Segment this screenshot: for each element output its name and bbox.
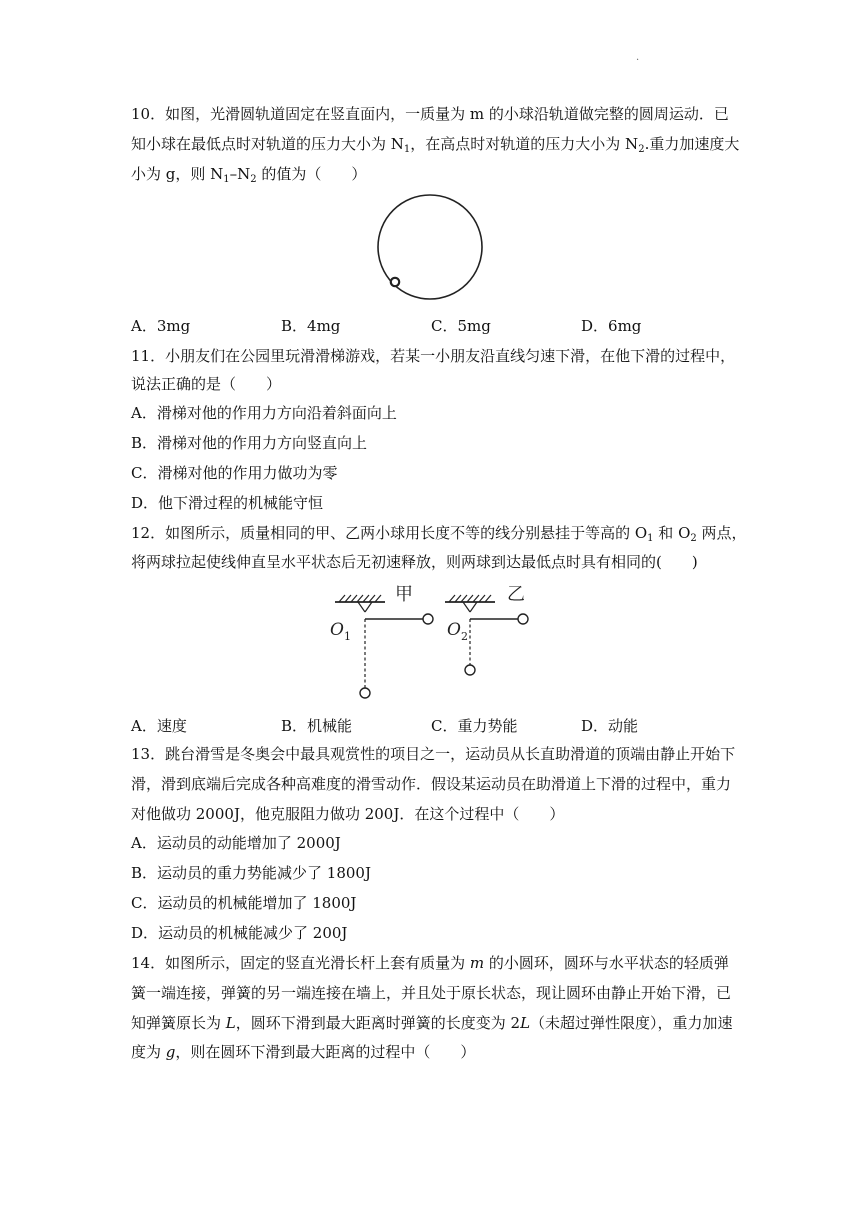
header-mark: . bbox=[636, 52, 640, 63]
q14-line-1-b: 的小圆环，圆环与水平状态的轻质弹 bbox=[484, 954, 729, 972]
q13-line-3: 对他做功 2000J，他克服阻力做功 200J．在这个过程中（ ） bbox=[131, 805, 565, 823]
q10-line-3-c: 的值为（ ） bbox=[256, 165, 367, 183]
q14-line-3-c: （未超过弹性限度），重力加速 bbox=[530, 1014, 733, 1032]
q10-line-2-c: .重力加速度大 bbox=[644, 135, 740, 153]
q11-option-a: A．滑梯对他的作用力方向沿着斜面向上 bbox=[131, 404, 397, 422]
q10-option-d: D．6mg bbox=[581, 317, 642, 335]
q14-line-4-b: ，则在圆环下滑到最大距离的过程中（ ） bbox=[175, 1043, 476, 1061]
q14-var-l-2: L bbox=[520, 1014, 531, 1032]
q13-option-b: B．运动员的重力势能减少了 1800J bbox=[131, 864, 371, 882]
q10-line-2-b: ，在高点时对轨道的压力大小为 N bbox=[410, 135, 639, 153]
q10-line-2-a: 知小球在最低点时对轨道的压力大小为 N bbox=[131, 135, 404, 153]
pendulum-figure bbox=[325, 580, 540, 705]
q10-line-3-b: –N bbox=[229, 165, 251, 183]
q14-line-3 bbox=[131, 1013, 733, 1033]
ball-jia-horizontal bbox=[423, 614, 433, 624]
q14-line-1-a: 14．如图所示，固定的竖直光滑长杆上套有质量为 bbox=[131, 954, 470, 972]
q14-line-2: 簧一端连接，弹簧的另一端连接在墙上，并且处于原长状态，现让圆环由静止开始下滑，已 bbox=[131, 984, 732, 1002]
q11-option-d: D．他下滑过程的机械能守恒 bbox=[131, 494, 324, 512]
q14-line-4-a: 度为 bbox=[131, 1043, 166, 1061]
q11-option-c: C．滑梯对他的作用力做功为零 bbox=[131, 464, 338, 482]
q14-line-3-b: ，圆环下滑到最大距离时弹簧的长度变为 2 bbox=[235, 1014, 521, 1032]
q12-line-2: 将两球拉起使线伸直呈水平状态后无初速释放，则两球到达最低点时具有相同的( ) bbox=[131, 553, 698, 571]
q14-var-l: L bbox=[225, 1014, 236, 1032]
q12-line-1-b: 和 O bbox=[653, 524, 691, 542]
q10-line-3-a: 小为 g，则 N bbox=[131, 165, 224, 183]
q13-option-c: C．运动员的机械能增加了 1800J bbox=[131, 894, 357, 912]
q11-option-b: B．滑梯对他的作用力方向竖直向上 bbox=[131, 434, 368, 452]
q10-line-3 bbox=[131, 164, 366, 184]
q14-line-3-a: 知弹簧原长为 bbox=[131, 1014, 226, 1032]
left-ceiling-support bbox=[335, 595, 385, 612]
label-o2 bbox=[447, 620, 468, 643]
label-jia: 甲 bbox=[395, 584, 413, 605]
q13-line-1: 13．跳台滑雪是冬奥会中最具观赏性的项目之一，运动员从长直助滑道的顶端由静止开始下 bbox=[131, 745, 736, 763]
q13-option-a: A．运动员的动能增加了 2000J bbox=[131, 834, 341, 852]
q10-line-1: 10．如图，光滑圆轨道固定在竖直面内，一质量为 m 的小球沿轨道做完整的圆周运动．已 bbox=[131, 105, 729, 123]
q14-line-1 bbox=[131, 953, 729, 973]
ball-jia-lowest bbox=[360, 688, 370, 698]
q11-line-2: 说法正确的是（ ） bbox=[131, 375, 282, 393]
q12-line-1 bbox=[131, 523, 747, 543]
q12-line-1-c: 两点， bbox=[696, 524, 747, 542]
q13-option-d: D．运动员的机械能减少了 200J bbox=[131, 924, 348, 942]
label-yi: 乙 bbox=[507, 584, 525, 605]
q10-n2-subscript: 2 bbox=[638, 144, 645, 155]
ball-yi-horizontal bbox=[518, 614, 528, 624]
q12-line-1-a: 12．如图所示，质量相同的甲、乙两小球用长度不等的线分别悬挂于等高的 O bbox=[131, 524, 648, 542]
q13-line-2: 滑，滑到底端后完成各种高难度的滑雪动作．假设某运动员在助滑道上下滑的过程中，重力 bbox=[131, 775, 732, 793]
q11-line-1: 11．小朋友们在公园里玩滑滑梯游戏，若某一小朋友沿直线匀速下滑，在他下滑的过程中， bbox=[131, 347, 736, 365]
circle-track-figure bbox=[370, 190, 490, 305]
q10-option-c: C．5mg bbox=[431, 317, 491, 335]
q10-n1-subscript: 1 bbox=[403, 144, 411, 155]
q10-line-2 bbox=[131, 134, 739, 154]
q10-n2-subscript-2: 2 bbox=[250, 174, 257, 185]
q12-option-b: B．机械能 bbox=[281, 717, 353, 735]
label-o2-main: O bbox=[447, 620, 461, 640]
small-ball bbox=[391, 278, 399, 286]
label-o1-main: O bbox=[330, 620, 344, 640]
q14-var-m: m bbox=[469, 954, 485, 972]
q10-option-b: B．4mg bbox=[281, 317, 341, 335]
q12-o2-subscript: 2 bbox=[690, 533, 697, 544]
ball-yi-lowest bbox=[465, 665, 475, 675]
label-o1 bbox=[330, 620, 351, 643]
q10-option-a: A．3mg bbox=[131, 317, 191, 335]
label-o1-sub: 1 bbox=[343, 630, 351, 643]
q14-var-g: g bbox=[165, 1043, 176, 1061]
label-o2-sub: 2 bbox=[460, 630, 468, 643]
q14-line-4 bbox=[131, 1042, 475, 1062]
q10-n1-subscript-2: 1 bbox=[223, 174, 230, 185]
right-ceiling-support bbox=[445, 595, 495, 612]
q12-option-a: A．速度 bbox=[131, 717, 187, 735]
q12-option-c: C．重力势能 bbox=[431, 717, 518, 735]
q12-option-d: D．动能 bbox=[581, 717, 639, 735]
q12-o1-subscript: 1 bbox=[647, 533, 654, 544]
